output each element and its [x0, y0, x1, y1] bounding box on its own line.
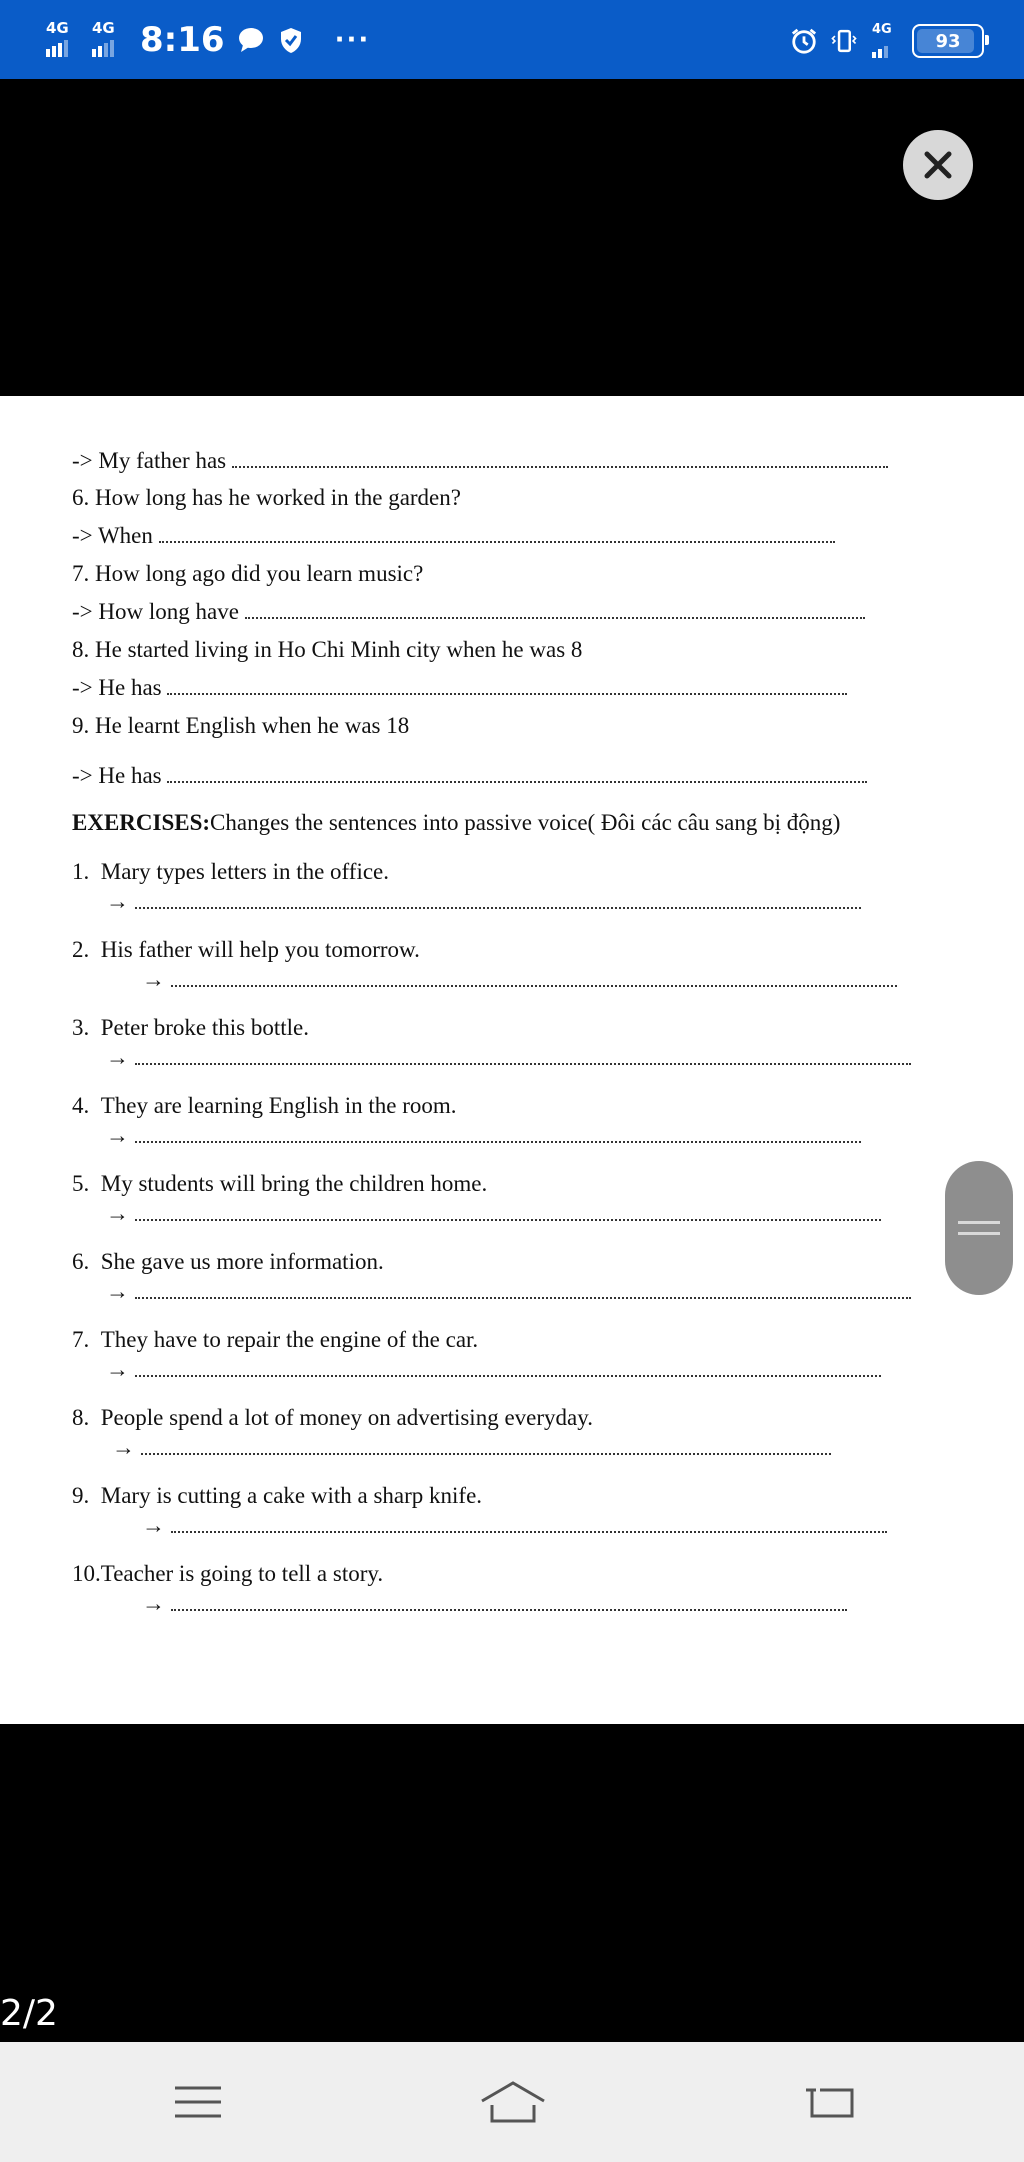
answer-row — [106, 1357, 881, 1383]
answer-row — [106, 1045, 911, 1071]
arrow-icon: → — [142, 967, 165, 992]
scroll-handle[interactable] — [945, 1161, 1013, 1295]
arrow-icon: → — [112, 1435, 135, 1460]
answer-row — [106, 1279, 911, 1305]
arrow-icon: → — [106, 1045, 129, 1070]
arrow-icon: → — [106, 1279, 129, 1304]
answer-line: -> He has — [72, 763, 867, 789]
home-icon — [478, 2077, 548, 2127]
back-button[interactable] — [795, 2072, 865, 2132]
answer-row — [106, 1201, 881, 1227]
home-button[interactable] — [478, 2072, 548, 2132]
arrow-icon: → — [106, 889, 129, 914]
navigation-bar — [0, 2042, 1024, 2162]
arrow-icon: → — [142, 1591, 165, 1616]
vibrate-icon — [830, 27, 858, 55]
question-line: 6. How long has he worked in the garden? — [72, 485, 461, 510]
exercise-item: 4. They are learning English in the room. — [72, 1093, 457, 1118]
arrow-icon: → — [142, 1513, 165, 1538]
signal-2-icon: 4G — [90, 21, 124, 59]
alarm-icon — [790, 27, 818, 55]
answer-row — [142, 967, 897, 993]
exercise-item: 9. Mary is cutting a cake with a sharp knife. — [72, 1483, 483, 1508]
exercise-item: 10.Teacher is going to tell a story. — [72, 1561, 384, 1586]
status-bar — [0, 0, 1024, 79]
chat-bubble-icon — [237, 26, 265, 54]
menu-icon — [172, 2082, 224, 2122]
answer-row — [142, 1591, 847, 1617]
arrow-icon: → — [106, 1201, 129, 1226]
close-button[interactable] — [903, 130, 973, 200]
battery-indicator: 93 — [912, 24, 984, 58]
exercise-item: 1. Mary types letters in the office. — [72, 859, 390, 884]
answer-line: -> When — [72, 523, 835, 549]
arrow-icon: → — [106, 1357, 129, 1382]
close-icon — [920, 147, 956, 183]
answer-line: -> My father has — [72, 448, 888, 474]
question-line: 8. He started living in Ho Chi Minh city when he was 8 — [72, 637, 583, 662]
question-line: 9. He learnt English when he was 18 — [72, 713, 410, 738]
clock-time: 8:16 — [140, 20, 225, 60]
arrow-icon: → — [106, 1123, 129, 1148]
data-network-icon: 4G — [870, 22, 900, 60]
more-notifications-icon: ··· — [334, 25, 371, 55]
exercise-item: 5. My students will bring the children home. — [72, 1171, 488, 1196]
back-icon — [802, 2080, 858, 2124]
answer-row — [112, 1435, 831, 1461]
answer-line: -> How long have — [72, 599, 865, 625]
exercise-item: 3. Peter broke this bottle. — [72, 1015, 309, 1040]
exercise-item: 7. They have to repair the engine of the car. — [72, 1327, 479, 1352]
document-page — [0, 396, 1024, 1724]
answer-line: -> He has — [72, 675, 847, 701]
shield-icon — [277, 26, 305, 54]
exercise-instruction: EXERCISES:Changes the sentences into passive voice( Đôi các câu sang bị động) — [72, 810, 841, 835]
exercise-item: 6. She gave us more information. — [72, 1249, 384, 1274]
answer-row — [106, 1123, 861, 1149]
menu-button[interactable] — [163, 2072, 233, 2132]
exercise-item: 8. People spend a lot of money on advertising everyday. — [72, 1405, 593, 1430]
question-line: 7. How long ago did you learn music? — [72, 561, 424, 586]
signal-1-icon: 4G — [44, 21, 78, 59]
exercise-item: 2. His father will help you tomorrow. — [72, 937, 420, 962]
answer-row — [142, 1513, 887, 1539]
answer-row — [106, 889, 861, 915]
page-indicator: 2/2 — [0, 1993, 58, 2034]
